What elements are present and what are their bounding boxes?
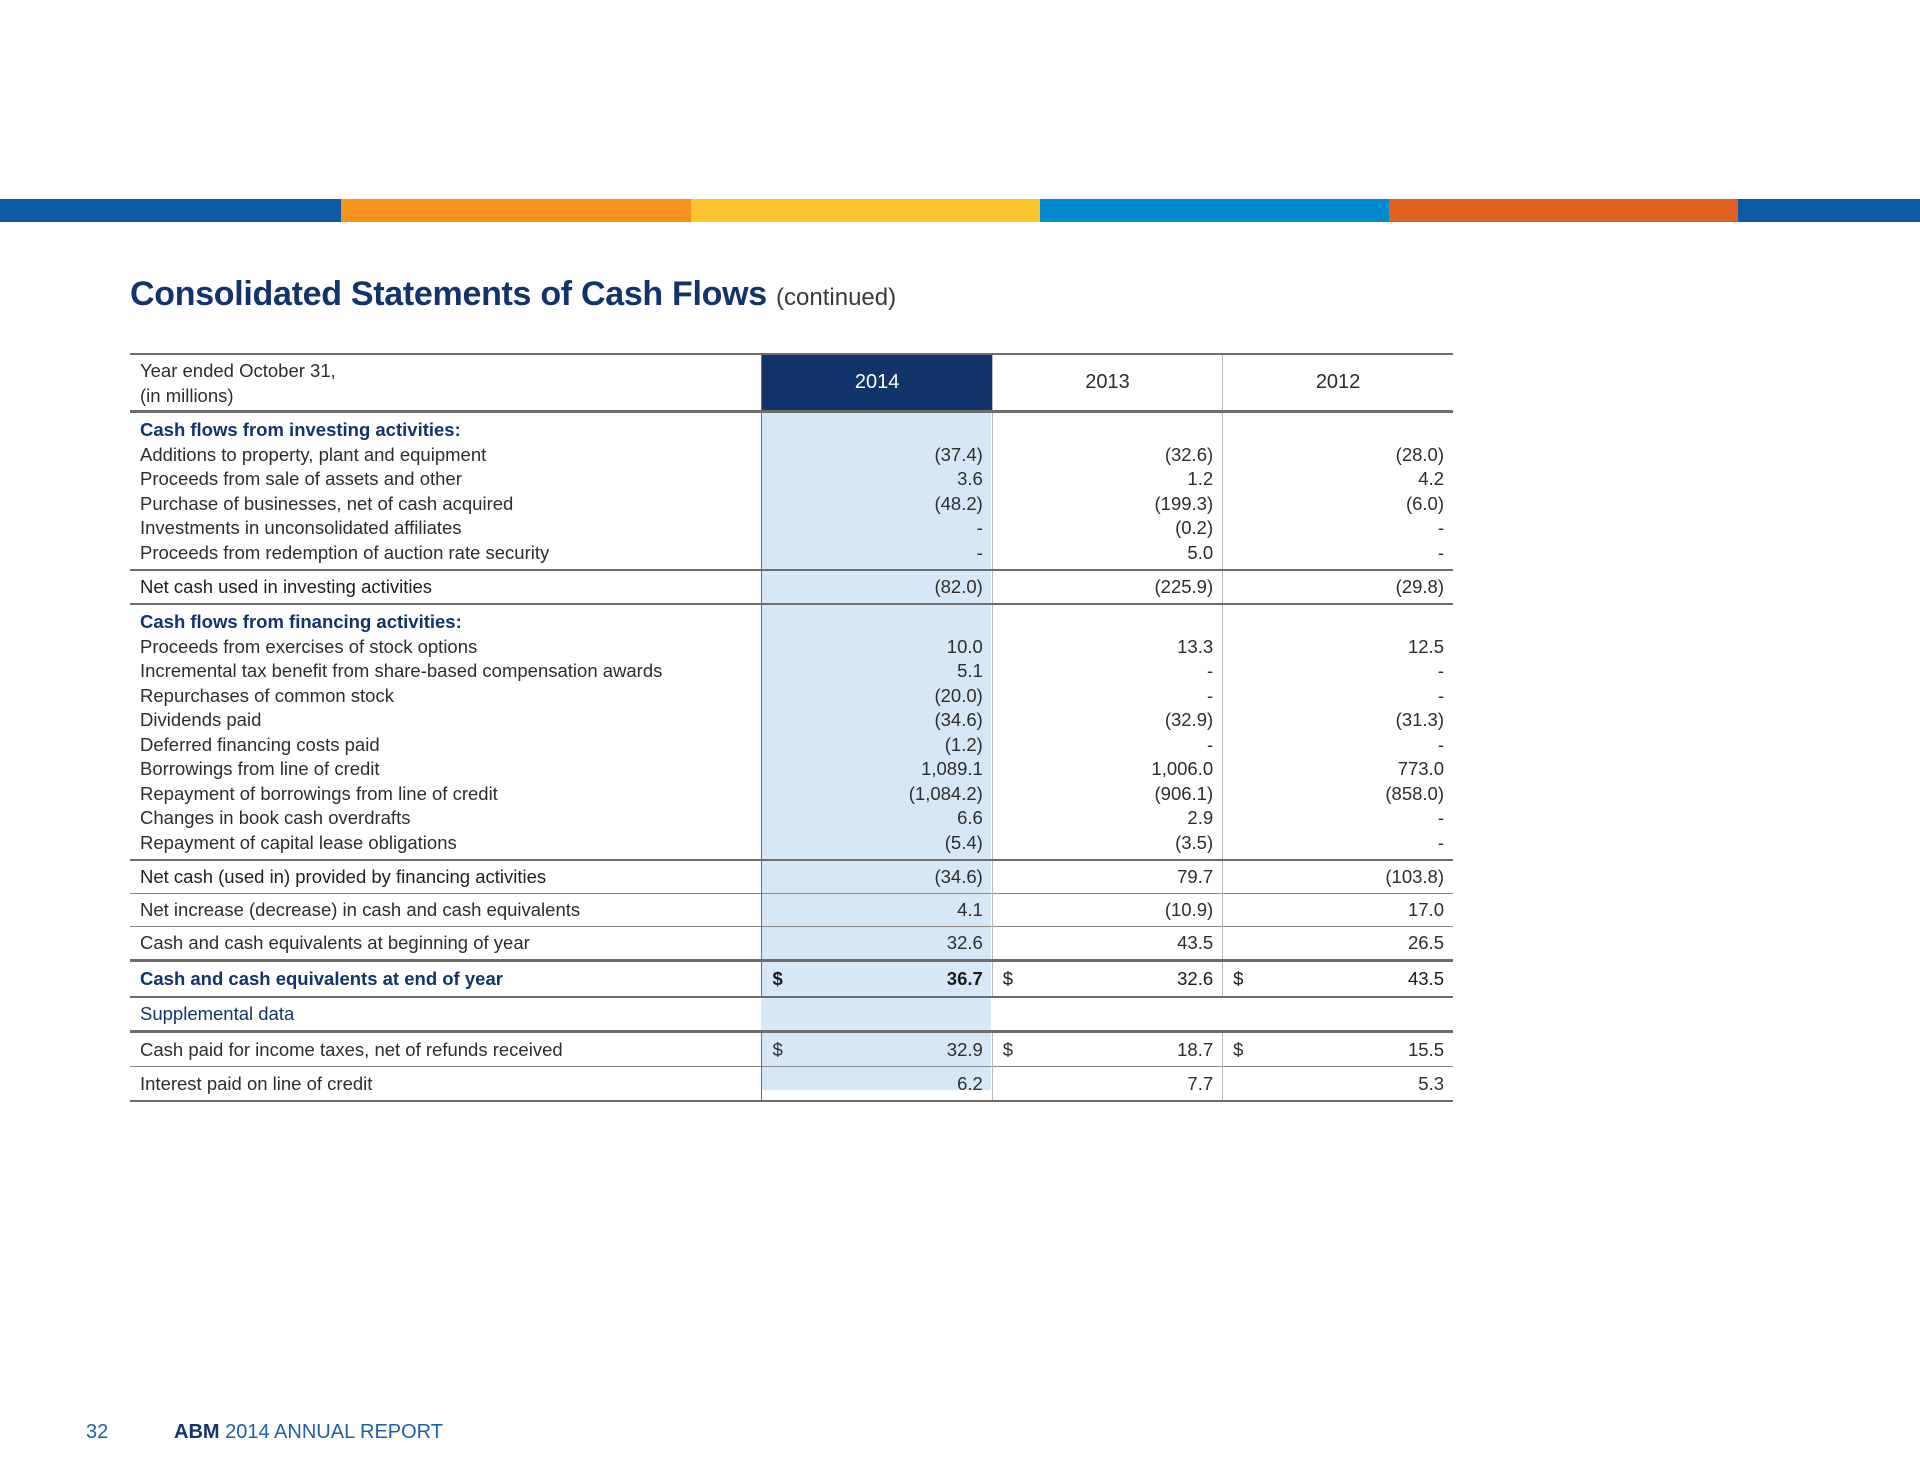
page-title — [130, 275, 896, 314]
value-text: 32.6 — [1177, 968, 1214, 989]
cash-flow-table — [130, 353, 1453, 1102]
interest-paid-row — [130, 1067, 1453, 1102]
header-label — [130, 354, 762, 412]
value-cell: 5.0 — [1187, 541, 1214, 563]
row-label: Net increase (decrease) in cash and cash equivalents — [130, 894, 762, 927]
value-cell: 13.3 — [1177, 635, 1214, 657]
currency-symbol: $ — [1233, 1038, 1244, 1060]
line-item-label: Dividends paid — [140, 709, 262, 730]
currency-symbol: $ — [1233, 968, 1244, 989]
value-cell: (103.8) — [1223, 860, 1453, 894]
supplemental-title: Supplemental data — [130, 997, 1453, 1032]
line-item-label: Additions to property, plant and equipment — [140, 443, 487, 465]
financing-title: Cash flows from financing activities: — [140, 611, 462, 632]
stripe-segment — [1040, 199, 1389, 222]
year-2013-header: 2013 — [992, 354, 1222, 412]
value-cell: - — [1437, 684, 1444, 706]
value-cell: (225.9) — [992, 570, 1222, 604]
header-line-2: (in millions) — [140, 384, 234, 406]
value-cell: (199.3) — [1154, 492, 1214, 514]
beginning-cash-row — [130, 927, 1453, 961]
value-cell: 773.0 — [1397, 758, 1444, 779]
value-cell — [762, 1032, 992, 1067]
value-text: 36.7 — [946, 968, 983, 989]
value-cell: 5.3 — [1223, 1067, 1453, 1102]
value-cell: (20.0) — [934, 684, 983, 706]
income-taxes-row — [130, 1032, 1453, 1067]
currency-symbol: $ — [1002, 1038, 1014, 1060]
value-cell: (32.6) — [1164, 443, 1214, 465]
value-cell: (858.0) — [1385, 782, 1444, 804]
line-item-label: Proceeds from sale of assets and other — [140, 468, 462, 489]
investing-section — [130, 412, 1453, 571]
currency-symbol: $ — [772, 1038, 783, 1060]
value-cell — [1223, 961, 1453, 998]
value-cell: (3.5) — [1175, 831, 1214, 853]
row-label: Cash and cash equivalents at end of year — [130, 961, 762, 998]
value-cell: 6.6 — [957, 807, 983, 828]
line-item-label: Repurchases of common stock — [140, 684, 394, 706]
value-cell: 10.0 — [946, 635, 983, 657]
value-cell: 7.7 — [992, 1067, 1222, 1102]
currency-symbol: $ — [772, 968, 783, 989]
value-cell: (10.9) — [992, 894, 1222, 927]
value-cell: 79.7 — [992, 860, 1222, 894]
ending-cash-row — [130, 961, 1453, 998]
row-label: Cash and cash equivalents at beginning of year — [130, 927, 762, 961]
value-cell: 6.2 — [762, 1067, 992, 1102]
year-2014-header: 2014 — [762, 354, 992, 412]
financing-2012-values — [1223, 604, 1453, 860]
stripe-segment — [0, 199, 341, 222]
footer-report-title — [174, 1421, 443, 1444]
row-label: Interest paid on line of credit — [130, 1067, 762, 1102]
value-cell: - — [1437, 807, 1444, 828]
value-cell: (5.4) — [944, 831, 983, 853]
financing-2014-values — [762, 604, 992, 860]
row-label: Net cash (used in) provided by financing activities — [130, 860, 762, 894]
stripe-segment — [691, 199, 1040, 222]
value-cell: - — [1206, 684, 1214, 706]
investing-labels — [130, 412, 762, 571]
value-cell: 5.1 — [957, 660, 983, 681]
value-cell: - — [1437, 733, 1444, 755]
value-cell: (37.4) — [934, 443, 983, 465]
value-cell: (28.0) — [1395, 443, 1444, 465]
line-item-label: Proceeds from exercises of stock options — [140, 635, 478, 657]
value-cell: (29.8) — [1223, 570, 1453, 604]
financing-2013-values — [992, 604, 1222, 860]
year-2012-header: 2012 — [1223, 354, 1453, 412]
line-item-label: Repayment of borrowings from line of credit — [140, 782, 498, 804]
value-cell: - — [1437, 660, 1444, 681]
value-text: 18.7 — [1177, 1038, 1214, 1060]
value-cell: (82.0) — [762, 570, 992, 604]
investing-2013-values — [992, 412, 1222, 571]
value-cell: - — [1437, 831, 1444, 853]
value-cell: (31.3) — [1395, 709, 1444, 730]
value-text: 43.5 — [1407, 968, 1444, 989]
value-cell: (34.6) — [762, 860, 992, 894]
value-cell: 4.1 — [762, 894, 992, 927]
value-cell: - — [1206, 660, 1214, 681]
net-change-row — [130, 894, 1453, 927]
line-item-label: Incremental tax benefit from share-based compensation awards — [140, 660, 663, 681]
currency-symbol: $ — [1002, 968, 1014, 989]
value-cell: - — [1206, 733, 1214, 755]
investing-title: Cash flows from investing activities: — [140, 419, 461, 440]
financing-labels — [130, 604, 762, 860]
investing-2014-values — [762, 412, 992, 571]
value-cell: 1.2 — [1187, 468, 1214, 489]
value-cell: 2.9 — [1187, 807, 1214, 828]
row-label: Cash paid for income taxes, net of refunds received — [130, 1032, 762, 1067]
value-cell: 12.5 — [1407, 635, 1444, 657]
row-label: Net cash used in investing activities — [130, 570, 762, 604]
value-cell: - — [1437, 541, 1444, 563]
stripe-segment — [341, 199, 691, 222]
stripe-segment — [1738, 199, 1920, 222]
value-cell: (32.9) — [1164, 709, 1214, 730]
line-item-label: Changes in book cash overdrafts — [140, 807, 411, 828]
financing-section — [130, 604, 1453, 860]
value-cell — [992, 1032, 1222, 1067]
value-text: 32.9 — [946, 1038, 983, 1060]
title-sub: (continued) — [776, 284, 897, 311]
value-cell — [1223, 1032, 1453, 1067]
value-cell: 3.6 — [957, 468, 983, 489]
line-item-label: Investments in unconsolidated affiliates — [140, 517, 462, 538]
line-item-label: Deferred financing costs paid — [140, 733, 380, 755]
value-cell: 43.5 — [992, 927, 1222, 961]
value-cell: (34.6) — [934, 709, 983, 730]
title-main: Consolidated Statements of Cash Flows — [130, 275, 767, 313]
line-item-label: Borrowings from line of credit — [140, 758, 380, 779]
report-name: 2014 ANNUAL REPORT — [225, 1421, 443, 1443]
financing-total-row — [130, 860, 1453, 894]
investing-2012-values — [1223, 412, 1453, 571]
value-cell: 26.5 — [1223, 927, 1453, 961]
color-stripe — [0, 199, 1920, 222]
line-item-label: Repayment of capital lease obligations — [140, 831, 457, 853]
value-cell: - — [976, 541, 983, 563]
value-cell: 4.2 — [1418, 468, 1444, 489]
value-cell: (906.1) — [1154, 782, 1214, 804]
value-cell: 17.0 — [1223, 894, 1453, 927]
value-cell — [992, 961, 1222, 998]
investing-total-row — [130, 570, 1453, 604]
value-cell: (6.0) — [1405, 492, 1444, 514]
value-cell: (1.2) — [944, 733, 983, 755]
line-item-label: Purchase of businesses, net of cash acquired — [140, 492, 514, 514]
value-cell: (0.2) — [1175, 517, 1214, 538]
supplemental-header-row — [130, 997, 1453, 1032]
stripe-segment — [1389, 199, 1738, 222]
value-cell: 1,089.1 — [921, 758, 983, 779]
value-cell — [762, 961, 992, 998]
value-cell: (48.2) — [934, 492, 983, 514]
value-cell: - — [1437, 517, 1444, 538]
value-cell: 1,006.0 — [1151, 758, 1214, 779]
value-cell: - — [976, 517, 983, 538]
value-text: 15.5 — [1407, 1038, 1444, 1060]
page-number: 32 — [86, 1421, 109, 1443]
line-item-label: Proceeds from redemption of auction rate security — [140, 541, 550, 563]
header-row — [130, 354, 1453, 412]
value-cell: (1,084.2) — [908, 782, 983, 804]
value-cell: 32.6 — [762, 927, 992, 961]
header-line-1: Year ended October 31, — [140, 359, 336, 381]
brand-name: ABM — [174, 1421, 220, 1443]
